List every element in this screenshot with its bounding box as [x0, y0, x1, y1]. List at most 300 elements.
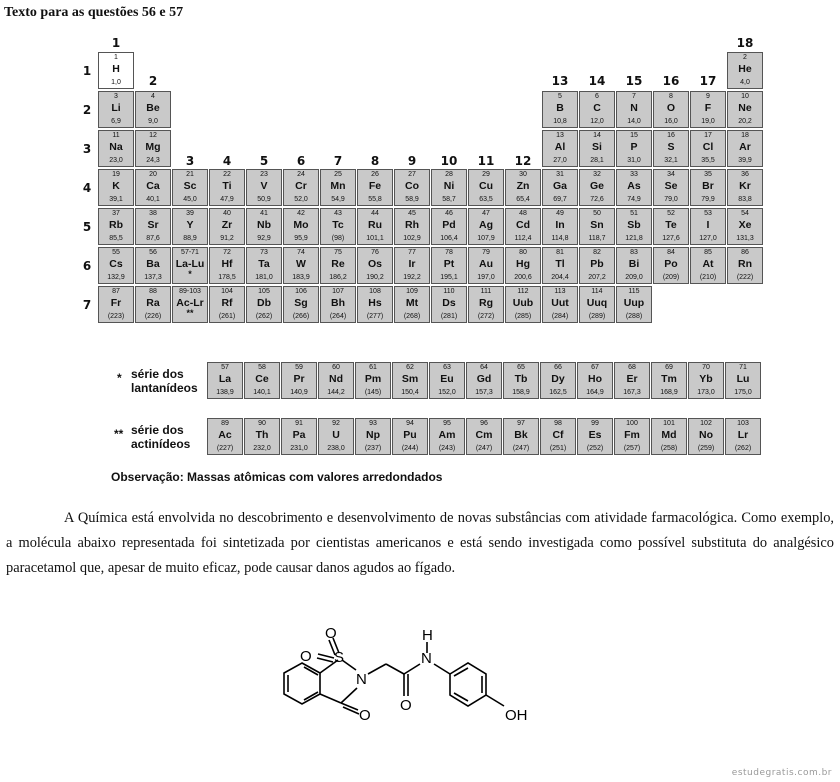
element-cell: [355, 418, 391, 455]
atomic-mass: (209): [662, 274, 680, 281]
element-symbol: Se: [664, 180, 678, 192]
element-symbol: Ni: [443, 180, 455, 192]
series-label-line1: série dos: [131, 367, 184, 381]
hydroxyl-group: OH: [505, 707, 528, 724]
atomic-number: 110: [443, 288, 455, 295]
group-label: 10: [440, 154, 458, 168]
group-label: 12: [514, 154, 532, 168]
element-cell: [394, 208, 430, 245]
element-cell: [466, 418, 502, 455]
atomic-number: 51: [630, 210, 638, 217]
element-symbol: H: [112, 63, 120, 75]
element-cell: [357, 169, 393, 206]
element-cell: [394, 169, 430, 206]
atomic-number: 101: [663, 420, 675, 427]
atomic-number: 44: [371, 210, 379, 217]
atomic-number: 60: [332, 364, 340, 371]
atomic-number: 22: [223, 171, 231, 178]
element-symbol: Fe: [368, 180, 382, 192]
element-cell: [281, 362, 317, 399]
element-cell: [135, 286, 171, 323]
atomic-number: 97: [517, 420, 525, 427]
element-cell: [690, 91, 726, 128]
element-cell: [690, 247, 726, 284]
element-cell: [727, 130, 763, 167]
element-cell: [98, 208, 134, 245]
element-symbol: W: [296, 258, 306, 270]
atomic-number: 88: [149, 288, 157, 295]
atomic-number: 104: [221, 288, 233, 295]
atomic-number: 89-103: [179, 288, 201, 295]
element-cell: [429, 362, 465, 399]
atomic-number: 90: [258, 420, 266, 427]
element-cell: [727, 208, 763, 245]
element-symbol: Eu: [440, 373, 454, 385]
element-symbol: Pu: [403, 429, 417, 441]
atomic-mass: 186,2: [329, 274, 347, 281]
atomic-number: 18: [741, 132, 749, 139]
atomic-number: 66: [554, 364, 562, 371]
atom-oxygen-left: O: [300, 648, 312, 665]
element-symbol: Pd: [442, 219, 456, 231]
element-cell: [135, 208, 171, 245]
element-cell: [468, 169, 504, 206]
group-label: 13: [551, 74, 569, 88]
atomic-mass: 192,2: [403, 274, 421, 281]
atomic-number: 39: [186, 210, 194, 217]
atomic-mass: 16,0: [664, 118, 678, 125]
element-symbol: I: [706, 219, 710, 231]
atomic-mass: 140,1: [253, 389, 271, 396]
atomic-mass: 131,3: [736, 235, 754, 242]
atomic-mass: 19,0: [701, 118, 715, 125]
element-cell: [98, 169, 134, 206]
element-symbol: As: [627, 180, 641, 192]
element-symbol: Cd: [516, 219, 530, 231]
atomic-number: 35: [704, 171, 712, 178]
element-cell: [468, 286, 504, 323]
element-symbol: Sm: [401, 373, 419, 385]
atomic-number: 71: [739, 364, 747, 371]
atomic-mass: (281): [440, 313, 458, 320]
atomic-mass: 31,0: [627, 157, 641, 164]
element-cell: [579, 208, 615, 245]
body-paragraph: A Química está envolvida no descobrimento e desenvolvimento de novas substâncias com atividade farmacológica. Como exemplo, a molécula abaixo representada foi sintetizada por cientistas americanos e está sendo investigada como possível substituta do analgésico paracetamol que, apesar de muito eficaz, pode causar danos agudos ao fígado.: [6, 510, 834, 576]
element-symbol: Th: [255, 429, 269, 441]
group-label: 16: [662, 74, 680, 88]
element-symbol: Ti: [222, 180, 232, 192]
element-cell: [727, 52, 763, 89]
atomic-mass: 45,0: [183, 196, 197, 203]
element-cell: [505, 169, 541, 206]
atomic-mass: 114,8: [551, 235, 569, 242]
element-cell: [653, 247, 689, 284]
element-symbol: Te: [665, 219, 677, 231]
series-star: *: [117, 371, 122, 385]
atomic-number: 94: [406, 420, 414, 427]
atomic-mass: 150,4: [401, 389, 419, 396]
element-symbol: Sr: [147, 219, 159, 231]
atomic-mass: 140,9: [290, 389, 308, 396]
atomic-number: 86: [741, 249, 749, 256]
element-cell: [318, 418, 354, 455]
atomic-number: 3: [114, 93, 118, 100]
atomic-number: 29: [482, 171, 490, 178]
element-symbol: Uub: [512, 297, 534, 309]
element-cell: [172, 286, 208, 323]
atomic-number: 83: [630, 249, 638, 256]
period-label: 1: [82, 64, 92, 78]
element-cell: [431, 208, 467, 245]
element-symbol: He: [738, 63, 752, 75]
element-cell: [320, 208, 356, 245]
element-symbol: U: [332, 429, 340, 441]
atomic-mass: 231,0: [290, 445, 308, 452]
atomic-number: 67: [591, 364, 599, 371]
element-symbol: Er: [626, 373, 638, 385]
element-symbol: Rf: [221, 297, 233, 309]
atomic-number: 102: [700, 420, 712, 427]
atomic-mass: 137,3: [144, 274, 162, 281]
atomic-mass: (261): [218, 313, 236, 320]
atomic-number: 28: [445, 171, 453, 178]
atomic-mass: 39,9: [738, 157, 752, 164]
series-label-line2: actinídeos: [131, 437, 191, 451]
atomic-mass: 118,7: [588, 235, 606, 242]
element-cell: [653, 91, 689, 128]
element-symbol: Ce: [255, 373, 269, 385]
atomic-mass: 164,9: [586, 389, 604, 396]
atomic-number: 114: [591, 288, 603, 295]
period-label: 6: [82, 259, 92, 273]
atomic-mass: 85,5: [109, 235, 123, 242]
element-cell: [320, 286, 356, 323]
element-cell: [579, 91, 615, 128]
element-cell: [394, 247, 430, 284]
element-symbol: Dy: [551, 373, 565, 385]
atomic-mass: 52,0: [294, 196, 308, 203]
group-label: 1: [111, 36, 121, 50]
element-symbol: Rh: [405, 219, 419, 231]
atomic-number: 53: [704, 210, 712, 217]
atomic-mass: 87,6: [146, 235, 160, 242]
atomic-mass: (252): [586, 445, 604, 452]
element-cell: [283, 169, 319, 206]
element-cell: [431, 169, 467, 206]
element-symbol: Na: [109, 141, 123, 153]
atomic-number: 112: [517, 288, 529, 295]
atomic-mass: (284): [551, 313, 569, 320]
element-symbol: Db: [257, 297, 271, 309]
atomic-mass: 144,2: [327, 389, 345, 396]
atomic-mass: 50,9: [257, 196, 271, 203]
element-cell: [540, 418, 576, 455]
atomic-number: 84: [667, 249, 675, 256]
atomic-mass: 183,9: [292, 274, 310, 281]
atom-sulfur: S: [334, 649, 345, 666]
element-symbol: Hg: [516, 258, 530, 270]
element-symbol: Sg: [294, 297, 308, 309]
atomic-mass: 173,0: [697, 389, 715, 396]
element-symbol: Ar: [739, 141, 751, 153]
atomic-number: 87: [112, 288, 120, 295]
atomic-number: 45: [408, 210, 416, 217]
element-symbol: Pr: [293, 373, 305, 385]
element-cell: [616, 169, 652, 206]
atomic-number: 99: [591, 420, 599, 427]
element-cell: [318, 362, 354, 399]
element-cell: [394, 286, 430, 323]
element-cell: [466, 362, 502, 399]
element-symbol: Ba: [146, 258, 160, 270]
atomic-number: 54: [741, 210, 749, 217]
atomic-mass: 207,2: [588, 274, 606, 281]
element-symbol: Ag: [479, 219, 493, 231]
element-cell: [579, 130, 615, 167]
element-symbol: Bi: [628, 258, 640, 270]
atomic-number: 108: [369, 288, 381, 295]
atomic-mass: (247): [475, 445, 493, 452]
element-cell: [246, 286, 282, 323]
atomic-mass: 101,1: [366, 235, 384, 242]
element-cell: [135, 130, 171, 167]
element-cell: [616, 286, 652, 323]
element-symbol: B: [556, 102, 564, 114]
atomic-mass: (222): [736, 274, 754, 281]
element-symbol: Sb: [627, 219, 641, 231]
atomic-mass: (258): [660, 445, 678, 452]
atomic-number: 7: [632, 93, 636, 100]
atomic-number: 26: [371, 171, 379, 178]
element-cell: [283, 208, 319, 245]
group-label: 4: [222, 154, 232, 168]
element-symbol: Mo: [293, 219, 309, 231]
atomic-number: 59: [295, 364, 303, 371]
atomic-number: 95: [443, 420, 451, 427]
atomic-mass: 195,1: [440, 274, 458, 281]
element-symbol: Am: [438, 429, 456, 441]
atomic-mass: 121,8: [625, 235, 643, 242]
element-cell: [690, 208, 726, 245]
element-symbol: Mg: [145, 141, 161, 153]
atomic-number: 64: [480, 364, 488, 371]
atomic-number: 43: [334, 210, 342, 217]
element-cell: [468, 247, 504, 284]
element-symbol: Rb: [109, 219, 123, 231]
element-symbol: Be: [146, 102, 160, 114]
series-label-line1: série dos: [131, 423, 184, 437]
element-symbol: Li: [111, 102, 121, 114]
atomic-number: 9: [706, 93, 710, 100]
atomic-number: 47: [482, 210, 490, 217]
element-symbol: Si: [592, 141, 602, 153]
atomic-number: 75: [334, 249, 342, 256]
atomic-number: 113: [554, 288, 566, 295]
atomic-number: 80: [519, 249, 527, 256]
atomic-number: 37: [112, 210, 120, 217]
atomic-number: 14: [593, 132, 601, 139]
atomic-number: 107: [332, 288, 344, 295]
element-symbol: P: [630, 141, 638, 153]
group-label: 3: [185, 154, 195, 168]
element-symbol: Xe: [738, 219, 752, 231]
element-cell: [246, 169, 282, 206]
atomic-number: 96: [480, 420, 488, 427]
element-symbol: La-Lu: [175, 258, 205, 270]
element-symbol: No: [699, 429, 713, 441]
element-cell: [209, 247, 245, 284]
element-symbol: Fm: [624, 429, 640, 441]
element-cell: [357, 208, 393, 245]
atomic-number: 55: [112, 249, 120, 256]
atomic-number: 12: [149, 132, 157, 139]
atomic-mass: 162,5: [549, 389, 567, 396]
element-cell: [355, 362, 391, 399]
atomic-mass: 20,2: [738, 118, 752, 125]
atomic-number: 32: [593, 171, 601, 178]
element-cell: [135, 91, 171, 128]
atomic-number: 74: [297, 249, 305, 256]
atomic-mass: 1,0: [111, 79, 121, 86]
atomic-number: 23: [260, 171, 268, 178]
atomic-mass: 190,2: [366, 274, 384, 281]
element-symbol: Uup: [623, 297, 645, 309]
element-symbol: Cm: [475, 429, 493, 441]
atomic-mass: 95,9: [294, 235, 308, 242]
atomic-number: 111: [480, 288, 492, 295]
element-cell: [429, 418, 465, 455]
atomic-mass: 4,0: [740, 79, 750, 86]
atomic-mass: 107,9: [477, 235, 495, 242]
atomic-mass: 12,0: [590, 118, 604, 125]
element-symbol: Cf: [552, 429, 564, 441]
atomic-number: 63: [443, 364, 451, 371]
atomic-number: 57: [221, 364, 229, 371]
group-label: 7: [333, 154, 343, 168]
element-cell: [577, 362, 613, 399]
period-label: 3: [82, 142, 92, 156]
atomic-number: 106: [295, 288, 307, 295]
element-cell: [579, 286, 615, 323]
atomic-number: 82: [593, 249, 601, 256]
element-symbol: Nd: [329, 373, 343, 385]
atomic-mass: (226): [144, 313, 162, 320]
element-cell: [725, 418, 761, 455]
atomic-mass: 54,9: [331, 196, 345, 203]
atomic-number: 77: [408, 249, 416, 256]
atomic-mass: 152,0: [438, 389, 456, 396]
atomic-mass: (262): [255, 313, 273, 320]
series-marker: *: [188, 269, 192, 279]
atomic-mass: 197,0: [477, 274, 495, 281]
atomic-mass: 40,1: [146, 196, 160, 203]
atom-oxygen-carbonyl: O: [359, 707, 371, 724]
element-cell: [172, 208, 208, 245]
atomic-number: 50: [593, 210, 601, 217]
element-cell: [244, 362, 280, 399]
element-cell: [320, 247, 356, 284]
element-cell: [431, 286, 467, 323]
atomic-mass: 238,0: [327, 445, 345, 452]
element-symbol: Lu: [736, 373, 750, 385]
element-cell: [653, 208, 689, 245]
element-cell: [688, 418, 724, 455]
element-symbol: At: [702, 258, 714, 270]
atomic-number: 115: [628, 288, 640, 295]
period-label: 4: [82, 181, 92, 195]
element-symbol: Yb: [699, 373, 713, 385]
element-cell: [542, 91, 578, 128]
element-symbol: Es: [588, 429, 602, 441]
series-star: **: [114, 427, 124, 441]
atom-oxygen-top: O: [325, 625, 337, 642]
element-cell: [98, 130, 134, 167]
element-symbol: Zn: [516, 180, 530, 192]
atomic-mass: 47,9: [220, 196, 234, 203]
element-cell: [690, 169, 726, 206]
atomic-number: 38: [149, 210, 157, 217]
atomic-mass: 74,9: [627, 196, 641, 203]
atomic-mass: (257): [623, 445, 641, 452]
atomic-mass: 112,4: [514, 235, 532, 242]
element-symbol: Re: [331, 258, 345, 270]
element-cell: [577, 418, 613, 455]
element-symbol: Nb: [257, 219, 271, 231]
element-cell: [431, 247, 467, 284]
atomic-mass: (285): [514, 313, 532, 320]
atomic-mass: 58,9: [405, 196, 419, 203]
atomic-number: 4: [151, 93, 155, 100]
element-cell: [579, 247, 615, 284]
atomic-number: 46: [445, 210, 453, 217]
element-cell: [246, 247, 282, 284]
atomic-number: 15: [630, 132, 638, 139]
atomic-mass: 14,0: [627, 118, 641, 125]
element-symbol: Hs: [368, 297, 382, 309]
atomic-number: 24: [297, 171, 305, 178]
element-symbol: Tc: [332, 219, 344, 231]
element-symbol: Cl: [702, 141, 714, 153]
atomic-mass: 127,6: [662, 235, 680, 242]
element-symbol: Tb: [514, 373, 528, 385]
element-cell: [579, 169, 615, 206]
element-cell: [727, 91, 763, 128]
element-cell: [244, 418, 280, 455]
element-symbol: N: [630, 102, 638, 114]
element-cell: [98, 286, 134, 323]
atomic-number: 33: [630, 171, 638, 178]
atomic-mass: (227): [216, 445, 234, 452]
atomic-mass: 127,0: [699, 235, 717, 242]
atomic-number: 93: [369, 420, 377, 427]
element-symbol: Ac: [218, 429, 232, 441]
element-symbol: Ca: [146, 180, 160, 192]
atomic-number: 70: [702, 364, 710, 371]
element-symbol: K: [112, 180, 120, 192]
atomic-mass: 35,5: [701, 157, 715, 164]
atomic-number: 10: [741, 93, 749, 100]
element-symbol: Po: [664, 258, 678, 270]
atomic-number: 16: [667, 132, 675, 139]
atomic-mass: 27,0: [553, 157, 567, 164]
atomic-mass: (98): [331, 235, 345, 242]
element-symbol: Tl: [555, 258, 565, 270]
atomic-mass: 39,1: [109, 196, 123, 203]
element-symbol: Bk: [514, 429, 528, 441]
element-cell: [616, 208, 652, 245]
atomic-number: 105: [258, 288, 270, 295]
element-cell: [542, 286, 578, 323]
